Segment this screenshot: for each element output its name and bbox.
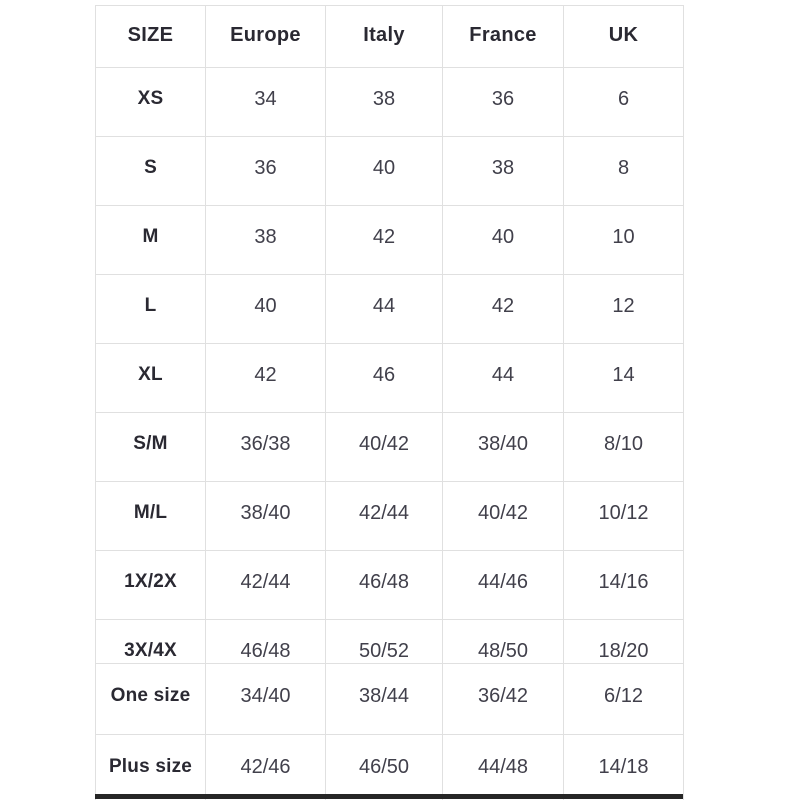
size-value-cell: 6/12 bbox=[564, 664, 684, 735]
table-row-ml bbox=[96, 482, 684, 551]
size-value-cell: 42 bbox=[206, 344, 326, 413]
header-cell-uk: UK bbox=[564, 6, 684, 68]
size-value-cell: 42/44 bbox=[206, 551, 326, 620]
size-value-cell: 14/18 bbox=[564, 735, 684, 800]
size-value-cell: 38 bbox=[326, 68, 443, 137]
size-value-cell: 36/42 bbox=[443, 664, 564, 735]
size-label-cell: 3X/4X bbox=[96, 620, 206, 689]
table-row-m bbox=[96, 206, 684, 275]
size-value-cell: 8 bbox=[564, 137, 684, 206]
header-cell-italy: Italy bbox=[326, 6, 443, 68]
size-value-cell: 40 bbox=[443, 206, 564, 275]
size-value-cell: 46 bbox=[326, 344, 443, 413]
size-value-cell: 50/52 bbox=[326, 620, 443, 689]
size-value-cell: 10/12 bbox=[564, 482, 684, 551]
size-value-cell: 14/16 bbox=[564, 551, 684, 620]
size-value-cell: 46/50 bbox=[326, 735, 443, 800]
table-row-plus-size bbox=[96, 735, 684, 800]
table-row-s bbox=[96, 137, 684, 206]
size-value-cell: 38 bbox=[206, 206, 326, 275]
size-label-cell: XL bbox=[96, 344, 206, 413]
size-label-cell: M bbox=[96, 206, 206, 275]
size-value-cell: 46/48 bbox=[206, 620, 326, 689]
size-value-cell: 6 bbox=[564, 68, 684, 137]
table-row-xs bbox=[96, 68, 684, 137]
size-value-cell: 12 bbox=[564, 275, 684, 344]
size-value-cell: 44 bbox=[326, 275, 443, 344]
size-value-cell: 36 bbox=[443, 68, 564, 137]
header-cell-france: France bbox=[443, 6, 564, 68]
size-value-cell: 40/42 bbox=[326, 413, 443, 482]
size-value-cell: 42 bbox=[326, 206, 443, 275]
special-sizes-table bbox=[95, 663, 684, 800]
size-value-cell: 42 bbox=[443, 275, 564, 344]
size-value-cell: 44/46 bbox=[443, 551, 564, 620]
bottom-divider-bar bbox=[95, 794, 683, 799]
size-label-cell: S/M bbox=[96, 413, 206, 482]
size-label-cell: S bbox=[96, 137, 206, 206]
size-value-cell: 34 bbox=[206, 68, 326, 137]
header-cell-europe: Europe bbox=[206, 6, 326, 68]
size-label-cell: Plus size bbox=[96, 735, 206, 800]
size-value-cell: 46/48 bbox=[326, 551, 443, 620]
table-row-one-size bbox=[96, 664, 684, 735]
size-value-cell: 40 bbox=[326, 137, 443, 206]
header-cell-size: SIZE bbox=[96, 6, 206, 68]
size-value-cell: 40 bbox=[206, 275, 326, 344]
size-label-cell: XS bbox=[96, 68, 206, 137]
size-value-cell: 36 bbox=[206, 137, 326, 206]
size-value-cell: 44/48 bbox=[443, 735, 564, 800]
size-value-cell: 38/40 bbox=[206, 482, 326, 551]
size-label-cell: One size bbox=[96, 664, 206, 735]
size-value-cell: 44 bbox=[443, 344, 564, 413]
table-row-l bbox=[96, 275, 684, 344]
size-label-cell: M/L bbox=[96, 482, 206, 551]
size-value-cell: 18/20 bbox=[564, 620, 684, 689]
size-value-cell: 38/44 bbox=[326, 664, 443, 735]
size-value-cell: 38 bbox=[443, 137, 564, 206]
size-label-cell: 1X/2X bbox=[96, 551, 206, 620]
size-value-cell: 48/50 bbox=[443, 620, 564, 689]
size-value-cell: 10 bbox=[564, 206, 684, 275]
size-conversion-table bbox=[95, 5, 684, 689]
size-label-cell: L bbox=[96, 275, 206, 344]
table-row-xl bbox=[96, 344, 684, 413]
table-row-sm bbox=[96, 413, 684, 482]
size-value-cell: 14 bbox=[564, 344, 684, 413]
table-row-1x2x bbox=[96, 551, 684, 620]
size-value-cell: 36/38 bbox=[206, 413, 326, 482]
size-value-cell: 38/40 bbox=[443, 413, 564, 482]
size-value-cell: 42/44 bbox=[326, 482, 443, 551]
size-value-cell: 8/10 bbox=[564, 413, 684, 482]
size-value-cell: 34/40 bbox=[206, 664, 326, 735]
size-value-cell: 42/46 bbox=[206, 735, 326, 800]
header-row bbox=[96, 6, 684, 68]
size-value-cell: 40/42 bbox=[443, 482, 564, 551]
